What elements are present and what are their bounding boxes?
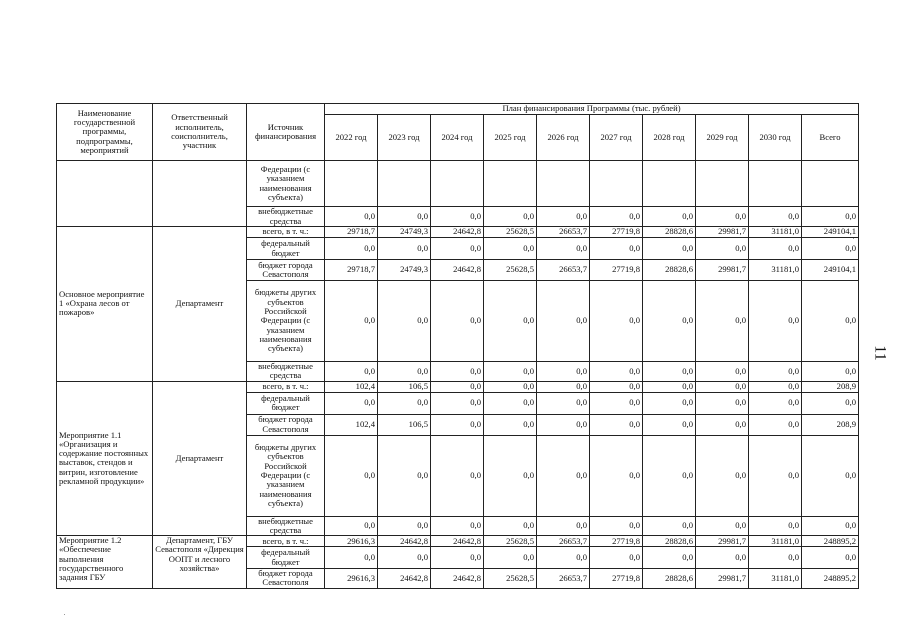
value-cell: 24642,8 — [378, 569, 431, 589]
value-cell: 0,0 — [378, 207, 431, 227]
value-cell: 0,0 — [431, 281, 484, 362]
funding-source: внебюджетные средства — [247, 207, 325, 227]
value-cell: 0,0 — [696, 516, 749, 536]
value-cell: 0,0 — [643, 281, 696, 362]
value-cell: 27719,8 — [590, 536, 643, 547]
value-cell: 0,0 — [590, 435, 643, 516]
header-year: 2022 год — [325, 115, 378, 161]
value-cell: 0,0 — [696, 381, 749, 392]
funding-source: федеральный бюджет — [247, 238, 325, 260]
value-cell: 31181,0 — [749, 536, 802, 547]
funding-source: внебюджетные средства — [247, 516, 325, 536]
value-cell: 102,4 — [325, 381, 378, 392]
funding-source: бюджеты других субъектов Российской Федерации (с указанием наименования субъекта) — [247, 281, 325, 362]
value-cell: 29616,3 — [325, 536, 378, 547]
total-cell: 208,9 — [802, 381, 859, 392]
value-cell: 25628,5 — [484, 569, 537, 589]
total-cell: 249104,1 — [802, 227, 859, 238]
value-cell: 0,0 — [749, 547, 802, 569]
value-cell: 0,0 — [378, 362, 431, 382]
value-cell: 26653,7 — [537, 569, 590, 589]
funding-source: бюджеты других субъектов Российской Федерации (с указанием наименования субъекта) — [247, 435, 325, 516]
value-cell: 0,0 — [325, 362, 378, 382]
header-year: 2024 год — [431, 115, 484, 161]
value-cell: 0,0 — [749, 381, 802, 392]
total-cell: 0,0 — [802, 547, 859, 569]
value-cell: 31181,0 — [749, 227, 802, 238]
value-cell: 26653,7 — [537, 227, 590, 238]
value-cell: 0,0 — [431, 435, 484, 516]
value-cell: 0,0 — [325, 207, 378, 227]
value-cell: 25628,5 — [484, 260, 537, 281]
funding-source: всего, в т. ч.: — [247, 227, 325, 238]
value-cell: 0,0 — [537, 381, 590, 392]
value-cell: 25628,5 — [484, 227, 537, 238]
value-cell: 0,0 — [749, 238, 802, 260]
header-year: 2023 год — [378, 115, 431, 161]
value-cell: 0,0 — [537, 516, 590, 536]
value-cell: 0,0 — [484, 516, 537, 536]
total-cell: 248895,2 — [802, 569, 859, 589]
value-cell: 0,0 — [749, 516, 802, 536]
header-total: Всего — [802, 115, 859, 161]
value-cell: 0,0 — [643, 516, 696, 536]
value-cell: 0,0 — [325, 238, 378, 260]
table-row — [57, 536, 859, 547]
value-cell: 0,0 — [325, 516, 378, 536]
funding-source: внебюджетные средства — [247, 362, 325, 382]
value-cell: 0,0 — [590, 392, 643, 414]
value-cell: 0,0 — [590, 207, 643, 227]
value-cell: 0,0 — [431, 238, 484, 260]
value-cell: 24749,3 — [378, 260, 431, 281]
total-cell: 0,0 — [802, 435, 859, 516]
financing-table — [56, 103, 859, 589]
program-name: Основное мероприятие 1 «Охрана лесов от пожаров» — [57, 227, 153, 382]
value-cell: 0,0 — [537, 207, 590, 227]
value-cell: 0,0 — [378, 238, 431, 260]
value-cell: 0,0 — [325, 435, 378, 516]
value-cell: 31181,0 — [749, 260, 802, 281]
header-year: 2025 год — [484, 115, 537, 161]
value-cell: 0,0 — [325, 281, 378, 362]
value-cell: 24749,3 — [378, 227, 431, 238]
value-cell: 0,0 — [378, 392, 431, 414]
funding-source: бюджет города Севастополя — [247, 414, 325, 435]
scan-speck — [853, 238, 854, 239]
value-cell: 0,0 — [643, 381, 696, 392]
total-cell: 248895,2 — [802, 536, 859, 547]
value-cell: 0,0 — [378, 281, 431, 362]
executor: Департамент — [153, 227, 247, 382]
value-cell: 26653,7 — [537, 260, 590, 281]
value-cell: 0,0 — [378, 516, 431, 536]
value-cell: 0,0 — [431, 362, 484, 382]
header-year: 2027 год — [590, 115, 643, 161]
value-cell: 0,0 — [537, 281, 590, 362]
funding-source: федеральный бюджет — [247, 392, 325, 414]
value-cell: 28828,6 — [643, 227, 696, 238]
program-name: Мероприятие 1.1 «Организация и содержание постоянных выставок, стендов и витрин, изготовление рекламной продукции» — [57, 381, 153, 536]
value-cell: 102,4 — [325, 414, 378, 435]
value-cell: 29616,3 — [325, 569, 378, 589]
value-cell — [696, 161, 749, 207]
value-cell — [749, 161, 802, 207]
page-number: 11 — [871, 345, 889, 361]
value-cell: 0,0 — [749, 362, 802, 382]
value-cell: 0,0 — [590, 516, 643, 536]
value-cell: 0,0 — [749, 207, 802, 227]
value-cell: 0,0 — [590, 238, 643, 260]
value-cell: 0,0 — [590, 362, 643, 382]
value-cell: 24642,8 — [431, 569, 484, 589]
value-cell: 0,0 — [749, 392, 802, 414]
value-cell — [643, 161, 696, 207]
value-cell — [590, 161, 643, 207]
value-cell: 27719,8 — [590, 569, 643, 589]
header-executor: Ответственный исполнитель, соисполнитель, участник — [153, 104, 247, 161]
value-cell: 0,0 — [537, 547, 590, 569]
value-cell: 0,0 — [696, 238, 749, 260]
value-cell: 27719,8 — [590, 260, 643, 281]
value-cell: 0,0 — [696, 281, 749, 362]
value-cell — [325, 161, 378, 207]
header-year: 2028 год — [643, 115, 696, 161]
value-cell: 0,0 — [590, 281, 643, 362]
header-year: 2026 год — [537, 115, 590, 161]
value-cell: 0,0 — [590, 547, 643, 569]
value-cell: 0,0 — [749, 414, 802, 435]
value-cell: 29981,7 — [696, 569, 749, 589]
value-cell: 0,0 — [484, 414, 537, 435]
total-cell: 208,9 — [802, 414, 859, 435]
value-cell: 0,0 — [749, 281, 802, 362]
value-cell: 0,0 — [643, 435, 696, 516]
value-cell: 0,0 — [643, 238, 696, 260]
value-cell: 0,0 — [484, 381, 537, 392]
value-cell: 29718,7 — [325, 260, 378, 281]
funding-source: бюджет города Севастополя — [247, 260, 325, 281]
value-cell — [431, 161, 484, 207]
value-cell: 0,0 — [643, 392, 696, 414]
value-cell: 0,0 — [378, 547, 431, 569]
value-cell: 0,0 — [696, 362, 749, 382]
value-cell: 0,0 — [484, 435, 537, 516]
executor: Департамент, ГБУ Севастополя «Дирекция ООПТ и лесного хозяйства» — [153, 536, 247, 589]
value-cell: 0,0 — [696, 207, 749, 227]
value-cell: 0,0 — [378, 435, 431, 516]
value-cell: 29981,7 — [696, 227, 749, 238]
value-cell: 0,0 — [325, 392, 378, 414]
value-cell: 0,0 — [643, 414, 696, 435]
value-cell — [378, 161, 431, 207]
total-cell: 0,0 — [802, 362, 859, 382]
value-cell: 0,0 — [696, 392, 749, 414]
funding-source: бюджет города Севастополя — [247, 569, 325, 589]
header-year: 2030 год — [749, 115, 802, 161]
value-cell — [802, 161, 859, 207]
value-cell: 29981,7 — [696, 260, 749, 281]
total-cell: 0,0 — [802, 392, 859, 414]
table-row — [57, 227, 859, 238]
value-cell: 28828,6 — [643, 569, 696, 589]
value-cell: 0,0 — [537, 238, 590, 260]
value-cell: 29981,7 — [696, 536, 749, 547]
value-cell: 0,0 — [643, 547, 696, 569]
table-row — [57, 381, 859, 392]
value-cell: 24642,8 — [431, 227, 484, 238]
total-cell: 0,0 — [802, 281, 859, 362]
program-name: Мероприятие 1.2 «Обеспечение выполнения государственного задания ГБУ — [57, 536, 153, 589]
value-cell: 0,0 — [431, 392, 484, 414]
value-cell: 0,0 — [431, 547, 484, 569]
value-cell: 0,0 — [484, 392, 537, 414]
value-cell: 0,0 — [537, 392, 590, 414]
value-cell — [537, 161, 590, 207]
total-cell: 0,0 — [802, 238, 859, 260]
value-cell: 28828,6 — [643, 260, 696, 281]
value-cell — [484, 161, 537, 207]
value-cell: 0,0 — [431, 414, 484, 435]
executor-cell — [153, 161, 247, 227]
value-cell: 0,0 — [643, 207, 696, 227]
value-cell: 24642,8 — [431, 260, 484, 281]
value-cell: 0,0 — [484, 207, 537, 227]
value-cell: 0,0 — [431, 381, 484, 392]
value-cell: 26653,7 — [537, 536, 590, 547]
value-cell: 0,0 — [484, 238, 537, 260]
table-row — [57, 161, 859, 207]
value-cell: 0,0 — [590, 381, 643, 392]
value-cell: 0,0 — [431, 207, 484, 227]
value-cell: 28828,6 — [643, 536, 696, 547]
value-cell: 31181,0 — [749, 569, 802, 589]
header-year: 2029 год — [696, 115, 749, 161]
value-cell: 24642,8 — [431, 536, 484, 547]
value-cell: 0,0 — [696, 414, 749, 435]
funding-source: федеральный бюджет — [247, 547, 325, 569]
value-cell: 24642,8 — [378, 536, 431, 547]
executor: Департамент — [153, 381, 247, 536]
value-cell: 0,0 — [643, 362, 696, 382]
funding-source: Федерации (с указанием наименования субъекта) — [247, 161, 325, 207]
value-cell: 0,0 — [325, 547, 378, 569]
value-cell: 25628,5 — [484, 536, 537, 547]
value-cell: 0,0 — [696, 435, 749, 516]
header-plan-title: План финансирования Программы (тыс. рублей) — [325, 104, 859, 115]
value-cell: 29718,7 — [325, 227, 378, 238]
value-cell: 0,0 — [537, 362, 590, 382]
value-cell: 0,0 — [696, 547, 749, 569]
scan-speck — [64, 614, 65, 615]
value-cell: 0,0 — [484, 547, 537, 569]
value-cell: 106,5 — [378, 414, 431, 435]
value-cell: 0,0 — [484, 362, 537, 382]
value-cell: 0,0 — [431, 516, 484, 536]
header-name: Наименование государственной программы, подпрограммы, мероприятий — [57, 104, 153, 161]
value-cell: 27719,8 — [590, 227, 643, 238]
value-cell: 0,0 — [537, 435, 590, 516]
total-cell: 249104,1 — [802, 260, 859, 281]
total-cell: 0,0 — [802, 516, 859, 536]
header-source: Источник финансирования — [247, 104, 325, 161]
value-cell: 0,0 — [749, 435, 802, 516]
value-cell: 0,0 — [802, 207, 859, 227]
program-name-cell — [57, 161, 153, 227]
value-cell: 0,0 — [537, 414, 590, 435]
value-cell: 106,5 — [378, 381, 431, 392]
funding-source: всего, в т. ч.: — [247, 536, 325, 547]
funding-source: всего, в т. ч.: — [247, 381, 325, 392]
value-cell: 0,0 — [590, 414, 643, 435]
value-cell: 0,0 — [484, 281, 537, 362]
